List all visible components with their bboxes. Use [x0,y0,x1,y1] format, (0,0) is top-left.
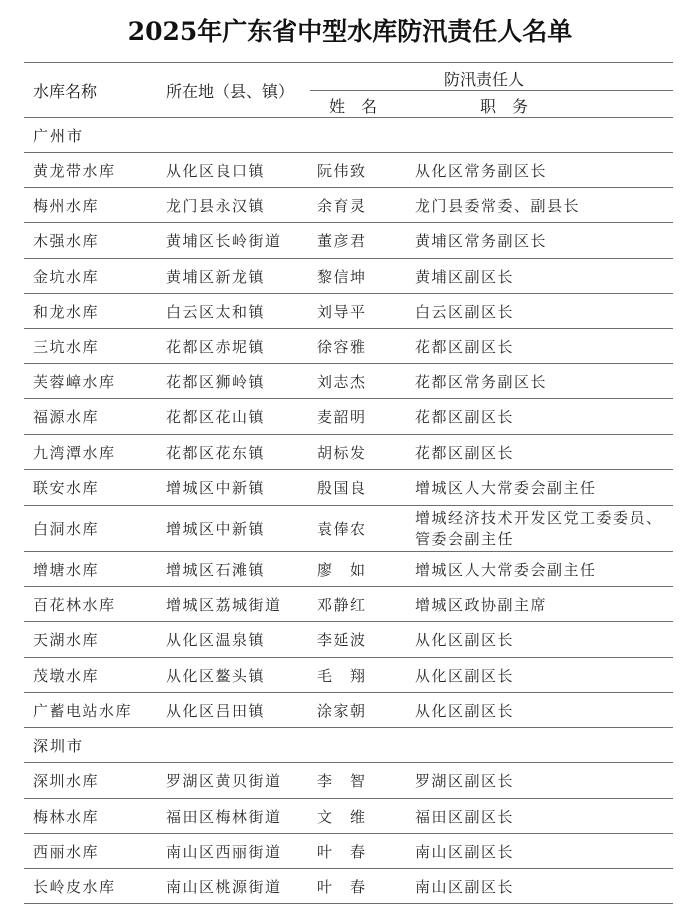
reservoir-name-cell: 白洞水库 [33,520,100,538]
responsible-name-cell: 余育灵 [317,196,367,215]
location-cell: 花都区狮岭镇 [166,372,266,391]
responsible-name-cell: 文 维 [317,807,367,826]
reservoir-name-cell: 木强水库 [33,232,100,250]
location-cell: 南山区桃源街道 [166,877,282,896]
responsible-name-cell: 殷国良 [317,479,367,497]
location-cell: 增城区荔城街道 [166,595,282,614]
row-rule [24,903,673,904]
reservoir-name-cell: 长岭皮水库 [33,877,116,896]
group-heading-city: 广州市 [33,126,85,145]
location-cell: 黄埔区新龙镇 [166,267,266,286]
header-bottom-rule [24,117,673,118]
header-responsible-person-group: 防汛责任人 [444,70,525,89]
location-cell: 福田区梅林街道 [166,807,282,826]
table-row [24,798,673,833]
table-row [24,363,673,398]
location-cell: 增城区中新镇 [166,479,266,497]
reservoir-name-cell: 梅州水库 [33,196,100,215]
reservoir-name-cell: 黄龙带水库 [33,161,116,180]
responsible-name-cell: 毛 翔 [317,666,367,685]
table-row [24,293,673,328]
responsible-name-cell: 黎信坤 [317,267,367,286]
responsible-name-cell: 叶 春 [317,842,367,861]
location-cell: 龙门县永汉镇 [166,196,266,215]
responsible-name-cell: 董彦君 [317,232,367,250]
reservoir-name-cell: 百花林水库 [33,595,116,614]
reservoir-name-cell: 九湾潭水库 [33,443,116,462]
table-row [24,328,673,363]
reservoir-name-cell: 广蓄电站水库 [33,701,133,720]
position-cell: 花都区副区长 [415,337,515,356]
table-row [24,505,673,551]
position-cell: 增城区人大常委会副主任 [415,479,597,497]
responsible-name-cell: 徐容雅 [317,337,367,356]
table-row [24,657,673,692]
location-cell: 白云区太和镇 [166,302,266,321]
table-row [24,833,673,868]
responsible-name-cell: 胡标发 [317,443,367,462]
position-cell: 花都区常务副区长 [415,372,548,391]
reservoir-name-cell: 芙蓉嶂水库 [33,372,116,391]
header-sub-rule [310,90,673,91]
document-title: 2025年广东省中型水库防汛责任人名单 [127,17,573,46]
location-cell: 花都区花山镇 [166,408,266,426]
location-cell: 黄埔区长岭街道 [166,232,282,250]
reservoir-name-cell: 和龙水库 [33,302,100,321]
responsible-name-cell: 涂家朝 [317,701,367,720]
position-cell: 增城经济技术开发区党工委委员、管委会副主任 [415,509,663,548]
position-cell: 从化区常务副区长 [415,161,548,180]
header-position: 职 务 [480,97,529,116]
location-cell: 花都区花东镇 [166,443,266,462]
position-cell: 从化区副区长 [415,631,515,649]
responsible-name-cell: 邓静红 [317,595,367,614]
position-cell: 从化区副区长 [415,701,515,720]
position-cell: 增城区政协副主席 [415,595,548,614]
position-cell: 罗湖区副区长 [415,772,515,790]
responsible-name-cell: 李延波 [317,631,367,649]
header-name: 姓 名 [329,97,378,116]
reservoir-name-cell: 天湖水库 [33,631,100,649]
location-cell: 花都区赤坭镇 [166,337,266,356]
table-row [24,258,673,293]
position-cell: 花都区副区长 [415,408,515,426]
table-top-rule [24,62,673,63]
table-row [24,152,673,187]
table-row [24,222,673,258]
reservoir-name-cell: 深圳水库 [33,772,100,790]
row-rule [24,727,673,728]
table-row [24,621,673,657]
responsible-name-cell: 刘导平 [317,302,367,321]
table-row [24,692,673,727]
location-cell: 从化区鳌头镇 [166,666,266,685]
location-cell: 从化区良口镇 [166,161,266,180]
header-reservoir-name: 水库名称 [33,82,98,101]
reservoir-name-cell: 联安水库 [33,479,100,497]
table-row [24,868,673,903]
position-cell: 黄埔区常务副区长 [415,232,548,250]
position-cell: 从化区副区长 [415,666,515,685]
responsible-name-cell: 刘志杰 [317,372,367,391]
location-cell: 增城区中新镇 [166,520,266,538]
table-row [24,469,673,505]
reservoir-name-cell: 西丽水库 [33,842,100,861]
reservoir-name-cell: 茂墩水库 [33,666,100,685]
responsible-name-cell: 叶 春 [317,877,367,896]
responsible-name-cell: 袁俸农 [317,520,367,538]
position-cell: 白云区副区长 [415,302,515,321]
header-location: 所在地（县、镇） [166,82,295,101]
position-cell: 花都区副区长 [415,443,515,462]
location-cell: 从化区吕田镇 [166,701,266,720]
reservoir-name-cell: 增塘水库 [33,560,100,579]
responsible-name-cell: 阮伟致 [317,161,367,180]
location-cell: 南山区西丽街道 [166,842,282,861]
reservoir-name-cell: 梅林水库 [33,807,100,826]
reservoir-name-cell: 三坑水库 [33,337,100,356]
position-cell: 黄埔区副区长 [415,267,515,286]
reservoir-name-cell: 金坑水库 [33,267,100,286]
location-cell: 从化区温泉镇 [166,631,266,649]
position-cell: 增城区人大常委会副主任 [415,560,597,579]
position-cell: 南山区副区长 [415,842,515,861]
position-cell: 福田区副区长 [415,807,515,826]
responsible-name-cell: 廖 如 [317,560,367,579]
location-cell: 罗湖区黄贝街道 [166,772,282,790]
table-row [24,434,673,469]
table-row [24,762,673,798]
table-row [24,551,673,586]
position-cell: 龙门县委常委、副县长 [415,196,581,215]
responsible-name-cell: 麦韶明 [317,408,367,426]
reservoir-name-cell: 福源水库 [33,408,100,426]
group-heading-city: 深圳市 [33,736,85,755]
responsible-name-cell: 李 智 [317,772,367,790]
location-cell: 增城区石滩镇 [166,560,266,579]
position-cell: 南山区副区长 [415,877,515,896]
table-row [24,398,673,434]
table-row [24,586,673,621]
table-row [24,187,673,222]
